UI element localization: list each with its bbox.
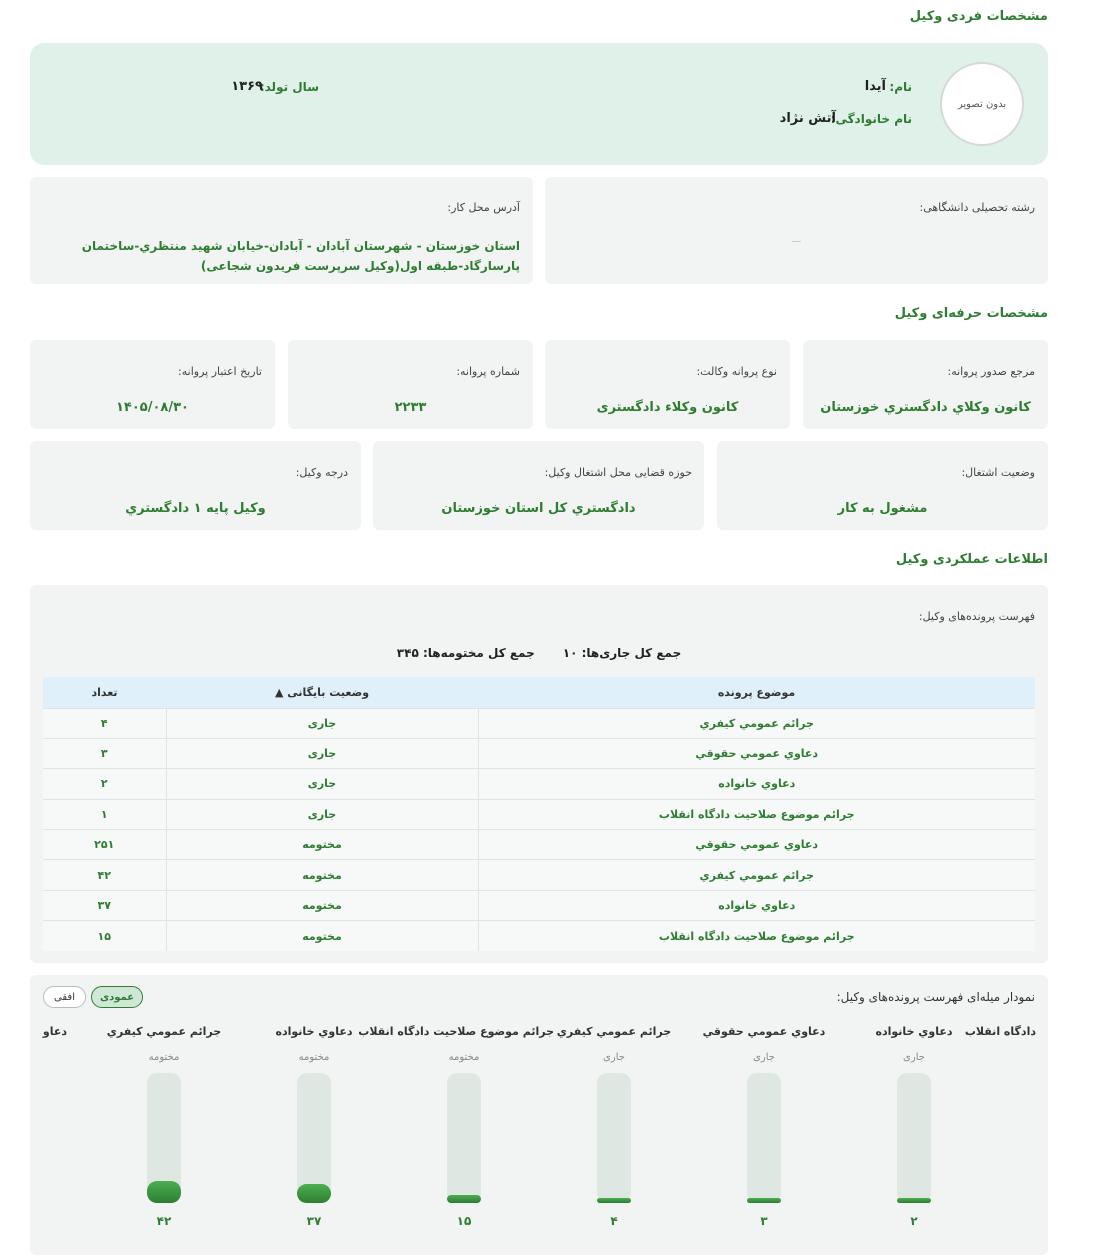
professional-section-title: مشخصات حرفه‌ای وکیل <box>894 306 1048 321</box>
employment-status-card <box>717 441 1048 530</box>
family-value: آتش نژاد <box>779 111 836 126</box>
table-row <box>43 860 1035 890</box>
license-number-label: شماره پروانه: <box>456 365 520 378</box>
name-label: نام: <box>889 80 912 94</box>
field-card <box>545 177 1048 284</box>
field-value: — <box>791 236 802 247</box>
vertical-toggle-button[interactable]: عمودی <box>91 986 143 1008</box>
birth-value: ۱۳۶۹ <box>231 79 263 94</box>
column-header-archive-status[interactable]: وضعیت بایگانی ▲ <box>166 677 478 708</box>
bar-status-label: مختومه <box>448 1052 480 1063</box>
bar-category-label: جرائم موضوع صلاحيت دادگاه انقلاب <box>358 1025 554 1038</box>
bar[interactable] <box>897 1198 931 1203</box>
sum-current-label: جمع کل جاری‌ها: <box>581 646 682 660</box>
bar-track <box>747 1073 781 1203</box>
bar-value-label: ۳ <box>760 1214 768 1228</box>
bar-category-label: دعاوي خانواده <box>875 1025 953 1038</box>
lawyer-grade-value: وكيل پايه ۱ دادگستري <box>125 501 266 516</box>
license-expiry-label: تاریخ اعتبار پروانه: <box>178 365 262 378</box>
bar-value-label: ۴۲ <box>156 1214 172 1228</box>
cell-status: جاری <box>166 708 478 738</box>
license-type-card <box>545 340 790 429</box>
profile-card <box>30 43 1048 165</box>
bar-track <box>297 1073 331 1203</box>
bar-category-label: جرائم عمومي كيفري <box>556 1025 672 1038</box>
cell-status: جاری <box>166 769 478 799</box>
bar[interactable] <box>147 1181 181 1203</box>
jurisdiction-value: دادگستري كل استان خوزستان <box>441 501 636 516</box>
license-type-value: کانون وکلاء دادگستری <box>596 400 739 415</box>
table-row <box>43 708 1035 738</box>
jurisdiction-label: حوزه قضایی محل اشتغال وکیل: <box>544 466 692 479</box>
family-label: نام خانوادگی: <box>830 112 912 126</box>
license-issuer-value: كانون وكلاي دادگستري خوزستان <box>820 400 1031 415</box>
bar[interactable] <box>297 1184 331 1203</box>
sum-current <box>563 646 681 660</box>
cell-status: مختومه <box>166 830 478 860</box>
cell-count: ۱۵ <box>43 921 166 951</box>
bar-status-label: جاری <box>903 1052 925 1063</box>
bar[interactable] <box>597 1198 631 1203</box>
sum-closed <box>397 646 535 660</box>
license-expiry-card <box>30 340 275 429</box>
cell-subject: جرائم عمومي كيفري <box>478 708 1035 738</box>
table-header-row <box>43 677 1035 708</box>
avatar-placeholder-text: بدون تصویر <box>957 98 1007 110</box>
bar-status-label: مختومه <box>298 1052 330 1063</box>
table-row <box>43 738 1035 768</box>
table-row <box>43 921 1035 951</box>
birth-label: سال تولد: <box>259 80 319 94</box>
cases-list-label: فهرست پرونده‌های وکیل: <box>918 610 1035 623</box>
table-row <box>43 830 1035 860</box>
cell-count: ۳ <box>43 738 166 768</box>
bar-track <box>897 1073 931 1203</box>
bar-value-label: ۱۵ <box>456 1214 472 1228</box>
chart-edge-label-right: دادگاه انقلاب <box>964 1025 1036 1038</box>
cell-subject: جرائم موضوع صلاحيت دادگاه انقلاب <box>478 799 1035 829</box>
employment-status-value: مشغول به کار <box>837 501 928 516</box>
bar[interactable] <box>447 1195 481 1203</box>
cell-subject: دعاوي عمومي حقوقي <box>478 830 1035 860</box>
license-type-label: نوع پروانه وکالت: <box>696 365 777 378</box>
employment-status-label: وضعیت اشتغال: <box>961 466 1035 479</box>
cell-subject: دعاوي خانواده <box>478 769 1035 799</box>
cases-table <box>43 677 1035 951</box>
avatar <box>940 62 1024 146</box>
cell-status: مختومه <box>166 860 478 890</box>
table-row <box>43 769 1035 799</box>
bar-value-label: ۳۷ <box>306 1214 322 1228</box>
cases-summary <box>30 646 1048 660</box>
license-number-value: ۲۲۳۳ <box>394 400 427 415</box>
cell-count: ۲۵۱ <box>43 830 166 860</box>
sum-closed-label: جمع کل مختومه‌ها: <box>422 646 535 660</box>
cell-status: جاری <box>166 738 478 768</box>
cell-subject: دعاوي خانواده <box>478 890 1035 920</box>
license-number-card <box>288 340 533 429</box>
jurisdiction-card <box>373 441 704 530</box>
bar-track <box>447 1073 481 1203</box>
cell-subject: جرائم موضوع صلاحيت دادگاه انقلاب <box>478 921 1035 951</box>
cell-status: مختومه <box>166 921 478 951</box>
cell-subject: جرائم عمومي كيفري <box>478 860 1035 890</box>
bar-track <box>147 1073 181 1203</box>
sum-current-value: ۱۰ <box>562 646 578 660</box>
lawyer-grade-card <box>30 441 361 530</box>
chart-card <box>30 975 1048 1255</box>
cell-count: ۳۷ <box>43 890 166 920</box>
license-issuer-card <box>803 340 1048 429</box>
bar-category-label: دعاوي عمومي حقوقي <box>702 1025 826 1038</box>
license-expiry-value: ۱۴۰۵/۰۸/۳۰ <box>116 400 189 415</box>
cell-count: ۱ <box>43 799 166 829</box>
cell-status: مختومه <box>166 890 478 920</box>
horizontal-toggle-button[interactable]: افقی <box>43 986 86 1008</box>
bar-status-label: مختومه <box>148 1052 180 1063</box>
table-row <box>43 890 1035 920</box>
bar-category-label: دعاوي خانواده <box>275 1025 353 1038</box>
table-row <box>43 799 1035 829</box>
field-label: رشته تحصیلی دانشگاهی: <box>919 201 1035 214</box>
sum-closed-value: ۳۴۵ <box>396 646 419 660</box>
cell-count: ۲ <box>43 769 166 799</box>
bar[interactable] <box>747 1198 781 1203</box>
chart-edge-label-left: دعاو <box>42 1025 67 1038</box>
performance-section-title: اطلاعات عملکردی وکیل <box>895 552 1048 567</box>
bar-track <box>597 1073 631 1203</box>
bar-value-label: ۴ <box>610 1214 618 1228</box>
cell-subject: دعاوي عمومي حقوقي <box>478 738 1035 768</box>
column-header-subject[interactable]: موضوع پرونده <box>478 677 1035 708</box>
column-header-count[interactable]: تعداد <box>43 677 166 708</box>
address-label: آدرس محل کار: <box>447 201 520 214</box>
personal-section-title: مشخصات فردی وکیل <box>909 9 1048 24</box>
cell-count: ۴ <box>43 708 166 738</box>
name-value: آیدا <box>864 79 886 94</box>
license-issuer-label: مرجع صدور پروانه: <box>947 365 1035 378</box>
lawyer-grade-label: درجه وکیل: <box>295 466 348 479</box>
bar-status-label: جاری <box>753 1052 775 1063</box>
cell-count: ۴۲ <box>43 860 166 890</box>
bar-status-label: جاری <box>603 1052 625 1063</box>
bar-category-label: جرائم عمومي كيفري <box>106 1025 222 1038</box>
chart-title: نمودار میله‌ای فهرست پرونده‌های وکیل: <box>836 990 1035 1004</box>
bar-value-label: ۲ <box>910 1214 918 1228</box>
address-value: استان خوزستان - شهرستان آبادان - آبادان-خیابان شهید منتظري-ساختمان پارسارگاد-طبقه اول(وکیل سرپرست فریدون شجاعی) <box>81 239 520 273</box>
cell-status: جاری <box>166 799 478 829</box>
